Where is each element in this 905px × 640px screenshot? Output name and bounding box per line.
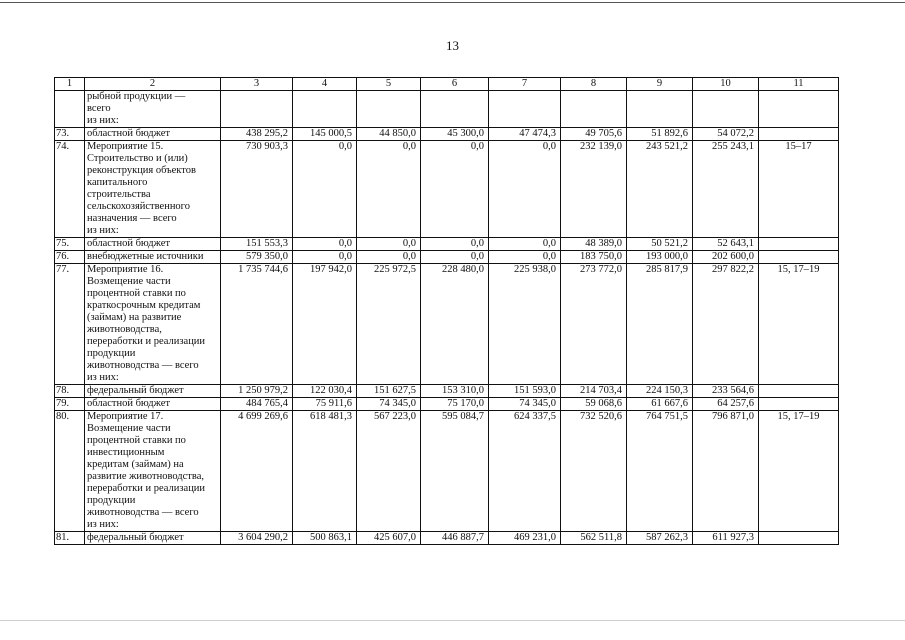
- value-cell: 611 927,3: [693, 532, 759, 545]
- value-cell: 45 300,0: [421, 128, 489, 141]
- value-cell: 225 972,5: [357, 264, 421, 385]
- value-cell: 0,0: [357, 238, 421, 251]
- row-name: Мероприятие 17. Возмещение части процентной ставки по инвестиционным кредитам (займам) на развитие животноводства, переработки и реализации продукции животноводства — всего из них:: [85, 411, 221, 532]
- value-cell: 484 765,4: [221, 398, 293, 411]
- row-name: областной бюджет: [85, 398, 221, 411]
- value-cell: 54 072,2: [693, 128, 759, 141]
- row-number: 77.: [55, 264, 85, 385]
- goal-ref-cell: [759, 385, 839, 398]
- value-cell: 587 262,3: [627, 532, 693, 545]
- table-row: [55, 398, 839, 411]
- value-cell: 59 068,6: [561, 398, 627, 411]
- column-header: 8: [561, 78, 627, 91]
- value-cell: 624 337,5: [489, 411, 561, 532]
- goal-ref-cell: [759, 128, 839, 141]
- value-cell: 228 480,0: [421, 264, 489, 385]
- value-cell: 579 350,0: [221, 251, 293, 264]
- value-cell: 151 593,0: [489, 385, 561, 398]
- value-cell: [357, 91, 421, 128]
- page-number: 13: [446, 38, 459, 53]
- value-cell: 595 084,7: [421, 411, 489, 532]
- value-cell: 732 520,6: [561, 411, 627, 532]
- column-header: 5: [357, 78, 421, 91]
- column-header: 7: [489, 78, 561, 91]
- column-header: 1: [55, 78, 85, 91]
- row-name: федеральный бюджет: [85, 385, 221, 398]
- value-cell: 47 474,3: [489, 128, 561, 141]
- value-cell: 51 892,6: [627, 128, 693, 141]
- value-cell: 44 850,0: [357, 128, 421, 141]
- value-cell: 233 564,6: [693, 385, 759, 398]
- value-cell: 0,0: [293, 251, 357, 264]
- row-number: 78.: [55, 385, 85, 398]
- budget-table: [54, 77, 839, 545]
- goal-ref-cell: [759, 238, 839, 251]
- table-row: [55, 532, 839, 545]
- value-cell: [489, 91, 561, 128]
- row-number: 80.: [55, 411, 85, 532]
- value-cell: 151 553,3: [221, 238, 293, 251]
- column-header: 6: [421, 78, 489, 91]
- column-header: 2: [85, 78, 221, 91]
- value-cell: 122 030,4: [293, 385, 357, 398]
- table-row: [55, 264, 839, 385]
- value-cell: 255 243,1: [693, 141, 759, 238]
- value-cell: [693, 91, 759, 128]
- value-cell: 61 667,6: [627, 398, 693, 411]
- value-cell: 567 223,0: [357, 411, 421, 532]
- value-cell: 49 705,6: [561, 128, 627, 141]
- value-cell: 4 699 269,6: [221, 411, 293, 532]
- goal-ref-cell: [759, 91, 839, 128]
- value-cell: 145 000,5: [293, 128, 357, 141]
- table-row: [55, 128, 839, 141]
- value-cell: 0,0: [293, 238, 357, 251]
- value-cell: [627, 91, 693, 128]
- page-top-rule: [0, 2, 905, 3]
- value-cell: 232 139,0: [561, 141, 627, 238]
- value-cell: 1 250 979,2: [221, 385, 293, 398]
- value-cell: 224 150,3: [627, 385, 693, 398]
- column-header: 3: [221, 78, 293, 91]
- value-cell: 796 871,0: [693, 411, 759, 532]
- value-cell: 74 345,0: [357, 398, 421, 411]
- value-cell: 75 911,6: [293, 398, 357, 411]
- table-row: [55, 251, 839, 264]
- row-name: федеральный бюджет: [85, 532, 221, 545]
- value-cell: 297 822,2: [693, 264, 759, 385]
- value-cell: 64 257,6: [693, 398, 759, 411]
- value-cell: [221, 91, 293, 128]
- value-cell: 1 735 744,6: [221, 264, 293, 385]
- table-row: [55, 411, 839, 532]
- value-cell: 0,0: [489, 251, 561, 264]
- row-name: областной бюджет: [85, 238, 221, 251]
- column-header: 9: [627, 78, 693, 91]
- value-cell: 500 863,1: [293, 532, 357, 545]
- row-name: внебюджетные источники: [85, 251, 221, 264]
- row-name: областной бюджет: [85, 128, 221, 141]
- value-cell: 0,0: [357, 141, 421, 238]
- row-number: [55, 91, 85, 128]
- value-cell: 273 772,0: [561, 264, 627, 385]
- goal-ref-cell: 15, 17–19: [759, 411, 839, 532]
- value-cell: 48 389,0: [561, 238, 627, 251]
- goal-ref-cell: [759, 251, 839, 264]
- page-bottom-rule: [0, 620, 905, 621]
- value-cell: 764 751,5: [627, 411, 693, 532]
- value-cell: 197 942,0: [293, 264, 357, 385]
- value-cell: 74 345,0: [489, 398, 561, 411]
- value-cell: 0,0: [421, 141, 489, 238]
- value-cell: 425 607,0: [357, 532, 421, 545]
- row-name: рыбной продукции — всего из них:: [85, 91, 221, 128]
- row-name: Мероприятие 16. Возмещение части процентной ставки по краткосрочным кредитам (займам) на развитие животноводства, переработки и реализации продукции животноводства — всего из них:: [85, 264, 221, 385]
- value-cell: 214 703,4: [561, 385, 627, 398]
- value-cell: 0,0: [489, 141, 561, 238]
- value-cell: 285 817,9: [627, 264, 693, 385]
- table-row: [55, 385, 839, 398]
- value-cell: 151 627,5: [357, 385, 421, 398]
- row-number: 81.: [55, 532, 85, 545]
- value-cell: 193 000,0: [627, 251, 693, 264]
- table-row: [55, 238, 839, 251]
- table-row: [55, 141, 839, 238]
- goal-ref-cell: 15, 17–19: [759, 264, 839, 385]
- value-cell: 438 295,2: [221, 128, 293, 141]
- row-number: 79.: [55, 398, 85, 411]
- table-header-row: [55, 78, 839, 91]
- row-name: Мероприятие 15. Строительство и (или) реконструкция объектов капитального строительства сельскохозяйственного назначения — всего из них:: [85, 141, 221, 238]
- value-cell: 730 903,3: [221, 141, 293, 238]
- value-cell: 618 481,3: [293, 411, 357, 532]
- value-cell: 75 170,0: [421, 398, 489, 411]
- row-number: 73.: [55, 128, 85, 141]
- value-cell: 562 511,8: [561, 532, 627, 545]
- value-cell: 153 310,0: [421, 385, 489, 398]
- value-cell: 225 938,0: [489, 264, 561, 385]
- goal-ref-cell: [759, 532, 839, 545]
- value-cell: [421, 91, 489, 128]
- value-cell: 0,0: [489, 238, 561, 251]
- row-number: 76.: [55, 251, 85, 264]
- value-cell: 0,0: [421, 251, 489, 264]
- value-cell: 0,0: [421, 238, 489, 251]
- value-cell: 52 643,1: [693, 238, 759, 251]
- value-cell: 469 231,0: [489, 532, 561, 545]
- value-cell: 183 750,0: [561, 251, 627, 264]
- value-cell: 50 521,2: [627, 238, 693, 251]
- value-cell: 243 521,2: [627, 141, 693, 238]
- table-row: [55, 91, 839, 128]
- value-cell: 0,0: [357, 251, 421, 264]
- column-header: 11: [759, 78, 839, 91]
- value-cell: 3 604 290,2: [221, 532, 293, 545]
- goal-ref-cell: [759, 398, 839, 411]
- value-cell: 202 600,0: [693, 251, 759, 264]
- goal-ref-cell: 15–17: [759, 141, 839, 238]
- row-number: 74.: [55, 141, 85, 238]
- column-header: 4: [293, 78, 357, 91]
- row-number: 75.: [55, 238, 85, 251]
- column-header: 10: [693, 78, 759, 91]
- value-cell: 0,0: [293, 141, 357, 238]
- value-cell: [561, 91, 627, 128]
- value-cell: 446 887,7: [421, 532, 489, 545]
- value-cell: [293, 91, 357, 128]
